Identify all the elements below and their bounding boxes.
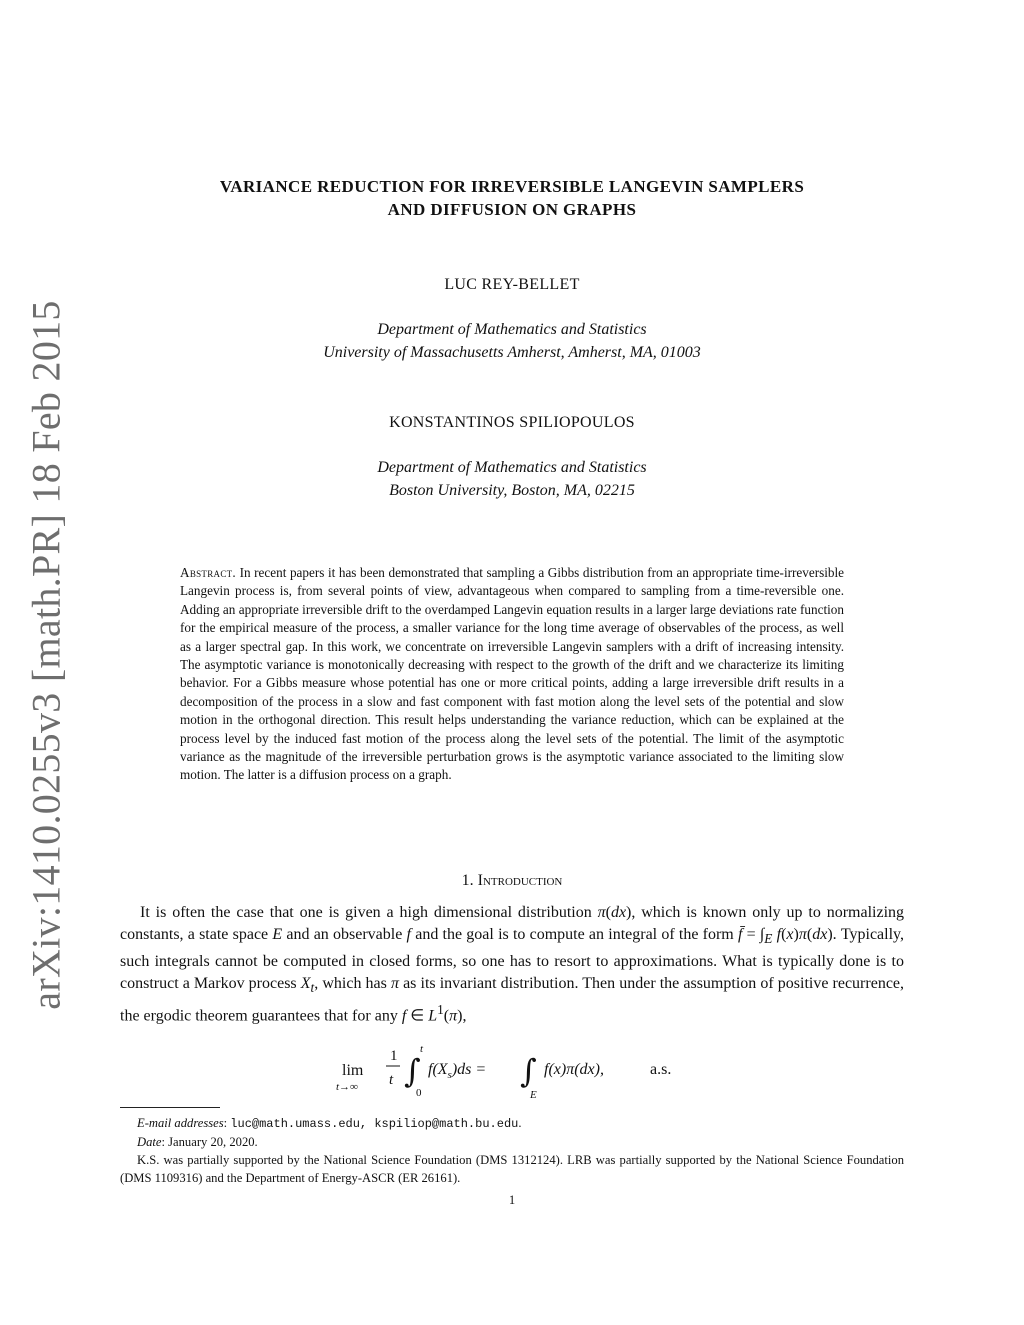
footnotes [120,1114,904,1187]
affiliation-inst-1: University of Massachusetts Amherst, Amherst, MA, 01003 [323,344,701,361]
eq-upper-limit: t [420,1043,424,1055]
abstract [180,564,844,785]
intro-text-3: and an observable [286,926,403,944]
eq-frac-num: 1 [390,1048,398,1064]
email-addresses: luc@math.umass.edu, kspiliop@math.bu.edu [230,1117,519,1131]
eq-integral-sign-2: ∫ [520,1052,537,1090]
author-name-2: KONSTANTINOS SPILIOPOULOS [389,414,635,431]
footnote-email: E-mail addresses: luc@math.umass.edu, kspiliop@math.bu.edu. [137,1116,522,1131]
intro-text-5: . Typically, such integrals cannot be computed in closed forms, so one has to resort to approximations. What is typically done is to construct a Markov process [120,926,905,992]
eq-domain: E [530,1089,537,1101]
title-line-1: VARIANCE REDUCTION FOR IRREVERSIBLE LANGEVIN SAMPLERS [219,177,805,196]
eq-lim: lim [342,1062,364,1079]
intro-text-4: and the goal is to compute an integral of the form [415,926,734,944]
intro-text-8: , [462,1007,467,1025]
eq-qualifier: a.s. [650,1061,672,1078]
eq-rhs: f(x)π(dx), [544,1061,604,1078]
title-line-2: AND DIFFUSION ON GRAPHS [387,200,637,219]
affiliation-inst-2: Boston University, Boston, MA, 02215 [389,482,635,499]
intro-text-7: as its invariant distribution. Then under the assumption of positive recurrence, the ergodic theorem guarantees that for any [120,974,905,1025]
intro-text-1: It is often the case that one is given a high dimensional distribution [140,904,592,921]
section-number: 1. [461,872,474,889]
author-affiliation-1 [120,318,904,364]
paper-title [120,175,904,221]
author-name-1: LUC REY-BELLET [444,276,580,293]
eq-integrand: $f(X_s)ds$ = [428,1061,487,1081]
page-number: 1 [508,1193,516,1207]
eq-lower-limit: 0 [416,1087,422,1099]
abstract-label: Abstract. [180,565,237,580]
eq-lim-sub: t→∞ [336,1081,358,1093]
arxiv-identifier: arXiv:1410.0255v3 [math.PR] 18 Feb 2015 [23,300,69,1010]
eq-integral-sign-1: ∫ [404,1052,421,1090]
section-heading [120,872,904,890]
affiliation-dept-2: Department of Mathematics and Statistics [377,459,647,476]
footnote-rule [120,1107,220,1108]
eq-frac-den: t [389,1072,394,1088]
abstract-text: In recent papers it has been demonstrated that sampling a Gibbs distribution from an appropriate time-irreversible Langevin process is, from several points of view, advantageous when compared to sampling from a time-reversible one. Adding an appropriate irreversible drift to the overdamped Langevin equation results in a larger large deviations rate function for the empirical measure of the process, a smaller variance for the long time average of observables of the process, as well as a larger spectral gap. In this work, we concentrate on irreversible Langevin samplers with a drift of increasing intensity. The asymptotic variance is monotonically decreasing with respect to the growth of the drift and we characterize its limiting behavior. For a Gibbs measure whose potential has one or more critical points, adding a large irreversible drift results in a decomposition of the process in a slow and fast component with fast motion along the level sets of the potential and slow motion in the orthogonal direction. This result helps understanding the variance reduction, which can be explained at the process level by the induced fast motion of the process along the level sets of the potential. The limit of the asymptotic variance as the magnitude of the irreversible perturbation grows is the asymptotic variance associated to the limiting slow motion. The latter is a diffusion process on a graph. [180,565,844,783]
intro-text-2: , which is known only up to normalizing constants, a state space [120,904,905,944]
intro-paragraph: It is often the case that one is given a high dimensional distribution π(dx), which is known only up to normalizing constants, a state space E and an observable f and the goal is to compute an integral of the form f̄ = $\int_E$ f(x)π(dx). Typically, such integrals cannot be computed in closed forms, so one has to resort to approximations. What is typically done is to construct a Markov process $X_t$, which has π as its invariant distribution. Then under the assumption of positive recurrence, the ergodic theorem guarantees that for any f ∈ $L^1(\pi)$, [120,904,905,1025]
footnote-funding: K.S. was partially supported by the National Science Foundation (DMS 1312124). LRB was partially supported by the National Science Foundation (DMS 1109316) and the Department of Energy-ASCR (ER 26161). [120,1153,904,1185]
footnote-date: Date: January 20, 2020. [137,1135,258,1149]
intro-text-6: , which has [314,974,387,992]
ergodic-theorem-equation [330,1038,710,1120]
section-title: Introduction [477,872,563,889]
affiliation-dept-1: Department of Mathematics and Statistics [377,321,647,338]
author-affiliation-2 [120,456,904,502]
